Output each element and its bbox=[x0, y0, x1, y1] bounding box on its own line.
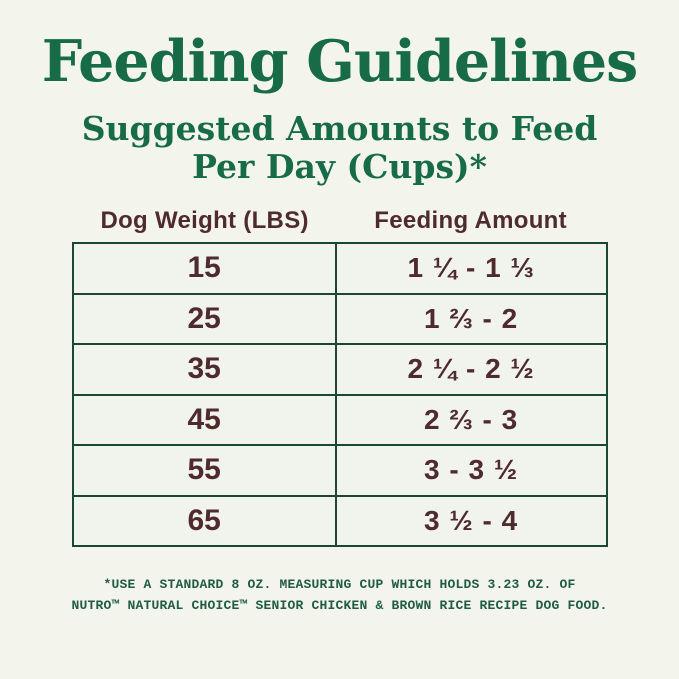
footnote bbox=[30, 575, 650, 617]
weight-cell: 55 bbox=[73, 445, 336, 496]
weight-cell: 25 bbox=[73, 294, 336, 345]
weight-cell: 35 bbox=[73, 344, 336, 395]
amount-cell: 1 ¼ - 1 ⅓ bbox=[336, 243, 607, 294]
footnote-line-2: NUTRO™ NATURAL CHOICE™ SENIOR CHICKEN & BROWN RICE RECIPE DOG FOOD. bbox=[71, 597, 608, 613]
page-subtitle bbox=[60, 110, 620, 187]
weight-cell: 15 bbox=[73, 243, 336, 294]
table-row bbox=[73, 496, 607, 547]
table-row bbox=[73, 395, 607, 446]
footnote-line-1: *USE A STANDARD 8 OZ. MEASURING CUP WHICH HOLDS 3.23 OZ. OF bbox=[103, 577, 576, 593]
amount-cell: 3 - 3 ½ bbox=[336, 445, 607, 496]
subtitle-line-2: Per Day (Cups)* bbox=[192, 147, 487, 187]
table-row bbox=[73, 294, 607, 345]
amount-cell: 2 ⅔ - 3 bbox=[336, 395, 607, 446]
table-header-dog-weight: Dog Weight (LBS) bbox=[100, 207, 309, 235]
table-row bbox=[73, 243, 607, 294]
page-title: Feeding Guidelines bbox=[41, 28, 638, 95]
subtitle-line-1: Suggested Amounts to Feed bbox=[81, 108, 598, 148]
table-row bbox=[73, 445, 607, 496]
weight-cell: 65 bbox=[73, 496, 336, 547]
amount-cell: 3 ½ - 4 bbox=[336, 496, 607, 547]
table-row bbox=[73, 344, 607, 395]
table-header-feeding-amount: Feeding Amount bbox=[374, 207, 567, 235]
feeding-table bbox=[72, 242, 608, 547]
amount-cell: 2 ¼ - 2 ½ bbox=[336, 344, 607, 395]
weight-cell: 45 bbox=[73, 395, 336, 446]
amount-cell: 1 ⅔ - 2 bbox=[336, 294, 607, 345]
table-header-row bbox=[74, 207, 606, 235]
